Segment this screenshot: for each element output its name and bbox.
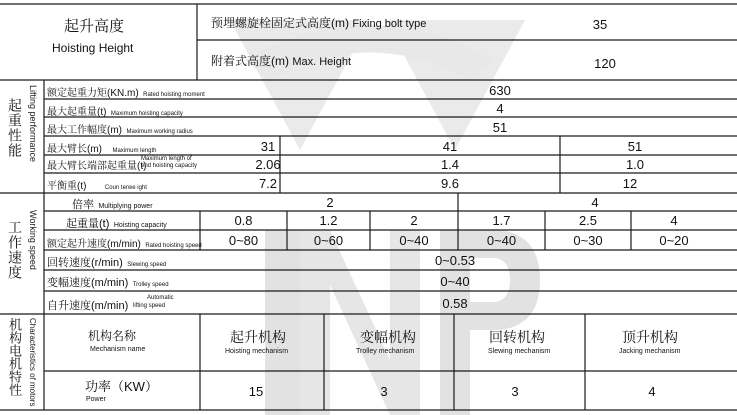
multiplying-label xyxy=(72,196,153,212)
slewing-value: 0~0.53 xyxy=(434,253,476,268)
max-length-value: 41 xyxy=(442,139,458,154)
counterweight-label xyxy=(47,177,147,193)
slewing-label xyxy=(47,254,166,270)
capacity-value: 1.2 xyxy=(319,213,338,228)
power-value: 15 xyxy=(248,384,264,399)
hoisting-mechanism-cn: 起升机构 xyxy=(230,329,286,345)
max-radius-cn: 最大工作幅度(m) xyxy=(47,125,122,136)
working-group-en: Working speed xyxy=(28,210,38,270)
capacity-value: 2 xyxy=(410,213,418,228)
speed-label xyxy=(47,235,202,251)
speed-value: 0~40 xyxy=(399,233,429,248)
speed-value: 0~20 xyxy=(659,233,689,248)
end-capacity-value: 1.0 xyxy=(625,157,645,172)
fixing-bolt-en: Fixing bolt type xyxy=(352,18,427,30)
multiplying-cn: 倍率 xyxy=(72,199,94,211)
end-capacity-value: 2.06 xyxy=(255,157,281,172)
speed-value: 0~80 xyxy=(228,233,259,248)
rated-moment-value: 630 xyxy=(489,83,511,98)
auto-label xyxy=(47,297,128,313)
fixing-bolt-label xyxy=(211,17,426,30)
hoisting-height-en: Hoisting Height xyxy=(52,41,134,55)
capacity-en: Hoisting capacity xyxy=(113,222,167,229)
slewing-mechanism-en: Slewing mechanism xyxy=(488,348,551,355)
rated-moment-en: Rated hoisting moment xyxy=(143,92,205,98)
hoisting-height-cn: 起升高度 xyxy=(64,18,125,35)
max-length-en: Maximum length xyxy=(112,148,157,154)
motor-group-en: Characteristics of motors xyxy=(28,318,37,407)
fixing-bolt-cn: 预埋螺旋栓固定式高度(m) xyxy=(211,16,349,30)
capacity-cn: 起重量(t) xyxy=(66,218,110,230)
jacking-mechanism-cn: 顶升机构 xyxy=(622,329,678,345)
end-capacity-label xyxy=(47,157,146,173)
counterweight-value: 9.6 xyxy=(440,176,460,191)
speed-value: 0~60 xyxy=(313,233,344,248)
max-height-en: Max. Height xyxy=(292,56,352,68)
end-capacity-value: 1.4 xyxy=(440,157,460,172)
end-capacity-cn: 最大臂长端部起重量(t) xyxy=(47,161,147,172)
rated-moment-label xyxy=(47,84,205,100)
auto-en-2: lifting speed xyxy=(133,303,166,309)
speed-cn: 额定起升速度(m/min) xyxy=(47,239,141,250)
max-length-cn: 最大臂长(m) xyxy=(47,144,102,155)
capacity-label xyxy=(66,215,167,231)
auto-value: 0.58 xyxy=(442,296,468,311)
end-capacity-en-2: end hoisting capacity xyxy=(141,163,198,169)
trolley-cn: 变幅速度(m/min) xyxy=(47,277,129,289)
mechanism-name-en: Mechanism name xyxy=(90,346,146,353)
counterweight-en: Coun terwe ight xyxy=(104,185,147,191)
max-capacity-label xyxy=(47,103,183,119)
max-radius-en: Maximum working radius xyxy=(126,129,193,135)
speed-en: Rated hoisting speed xyxy=(145,243,202,249)
lifting-group-en: Lifting performance xyxy=(28,85,38,163)
max-length-label xyxy=(47,140,156,156)
multiplying-value: 2 xyxy=(326,195,334,210)
max-height-value: 120 xyxy=(594,56,616,71)
mechanism-name-cn: 机构名称 xyxy=(88,329,137,343)
slewing-en: Slewing speed xyxy=(127,262,167,268)
max-height-cn: 附着式高度(m) xyxy=(211,54,289,68)
working-group-cn: 工作速度 xyxy=(7,220,23,280)
max-capacity-cn: 最大起重量(t) xyxy=(47,107,107,118)
auto-cn: 自升速度(m/min) xyxy=(47,300,129,312)
max-capacity-en: Maximum hoisting capacity xyxy=(110,111,183,117)
max-height-label xyxy=(211,55,351,68)
max-radius-value: 51 xyxy=(492,120,508,135)
lifting-group-cn: 起重性能 xyxy=(7,98,23,158)
max-length-value: 51 xyxy=(627,139,643,154)
multiplying-en: Multiplying power xyxy=(98,203,153,210)
power-en: Power xyxy=(86,396,106,403)
capacity-value: 1.7 xyxy=(492,213,511,228)
rated-moment-cn: 额定起重力矩(KN.m) xyxy=(47,88,139,99)
power-cn: 功率（KW） xyxy=(85,379,158,394)
trolley-en: Trolley speed xyxy=(132,282,169,288)
power-value: 3 xyxy=(511,384,519,399)
counterweight-cn: 平衡重(t) xyxy=(47,181,87,192)
max-radius-label xyxy=(47,121,193,137)
multiplying-value: 4 xyxy=(591,195,599,210)
capacity-value: 2.5 xyxy=(578,213,598,228)
trolley-mechanism-en: Trolley mechanism xyxy=(356,348,415,355)
speed-value: 0~40 xyxy=(486,233,517,248)
max-capacity-value: 4 xyxy=(496,101,504,116)
power-value: 4 xyxy=(648,384,656,399)
auto-en-1: Automatic xyxy=(147,295,174,301)
slewing-cn: 回转速度(r/min) xyxy=(47,257,123,269)
slewing-mechanism-cn: 回转机构 xyxy=(489,329,545,345)
power-value: 3 xyxy=(380,384,388,399)
jacking-mechanism-en: Jacking mechanism xyxy=(619,348,681,355)
counterweight-value: 12 xyxy=(622,176,638,191)
capacity-value: 4 xyxy=(670,213,678,228)
fixing-bolt-value: 35 xyxy=(592,17,608,32)
speed-value: 0~30 xyxy=(573,233,603,248)
trolley-mechanism-cn: 变幅机构 xyxy=(360,329,416,345)
end-capacity-en-1: Maximum length of xyxy=(141,156,192,162)
counterweight-value: 7.2 xyxy=(258,176,278,191)
max-length-value: 31 xyxy=(260,139,276,154)
trolley-label xyxy=(47,274,169,290)
capacity-value: 0.8 xyxy=(234,213,253,228)
motor-group-cn: 机构电机特性 xyxy=(7,318,22,396)
trolley-value: 0~40 xyxy=(440,274,470,289)
hoisting-mechanism-en: Hoisting mechanism xyxy=(225,348,289,355)
